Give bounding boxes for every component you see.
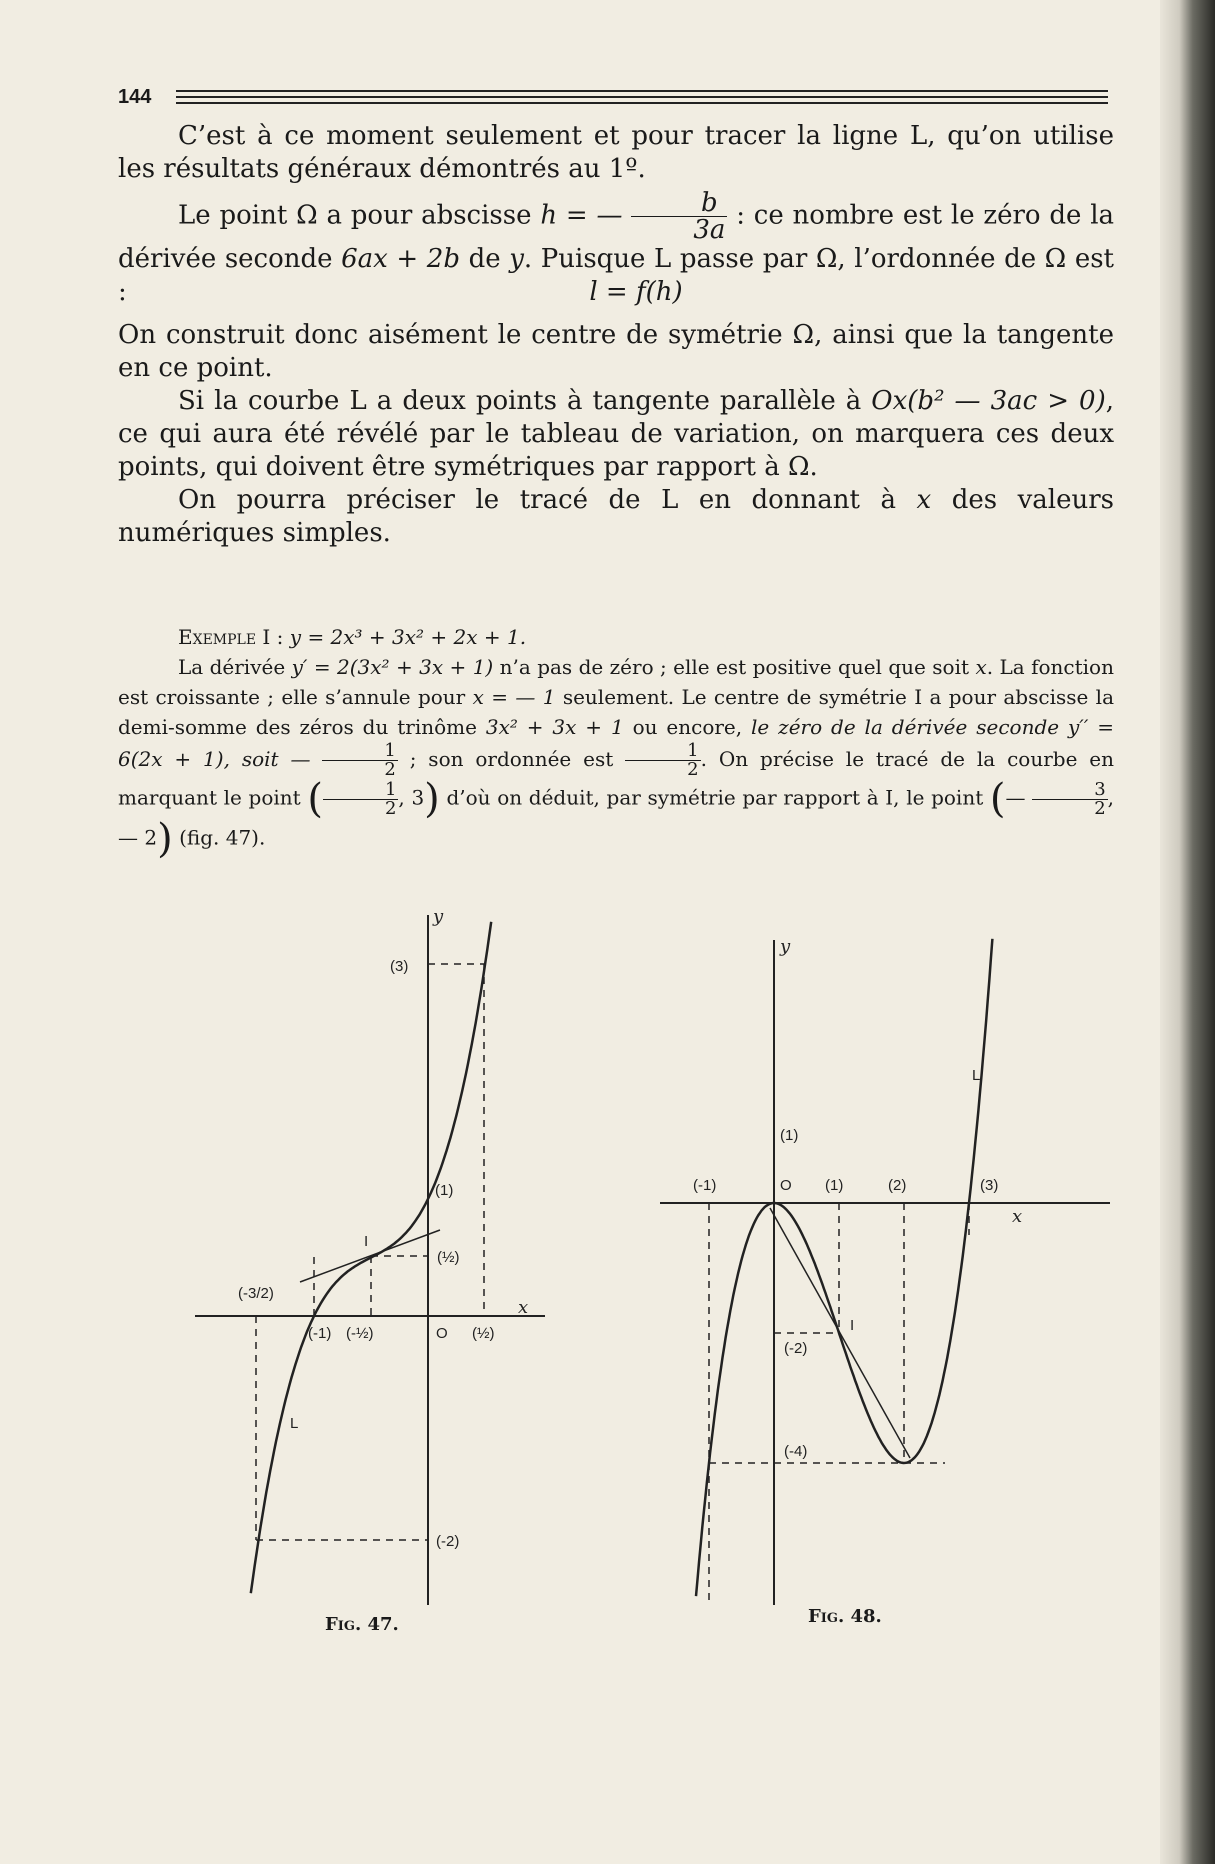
fig48-x-label: x <box>1012 1206 1023 1227</box>
fig47-label-1: (1) <box>435 1182 454 1199</box>
fig47-label-half: (½) <box>437 1249 460 1266</box>
three-halves-fraction: $\frac{3}{2}$ <box>1032 781 1107 818</box>
paragraph-4: Si la courbe L a deux points à tangente parallèle à Ox(b² — 3ac > 0), ce qui aura été révélé par le tableau de variation, on marquera ces deux points, qui doivent être symétriques par rapport à Ω. <box>118 386 1114 482</box>
fig47-label-3: (3) <box>390 958 409 975</box>
fig48-label-3: (3) <box>980 1177 999 1194</box>
p2-text: Le point Ω a pour abscisse <box>178 200 532 231</box>
fig48-label-minus-4: (-4) <box>784 1443 808 1460</box>
fig48-caption: Fig. 48. <box>808 1606 882 1627</box>
p2-h: h = — <box>540 200 623 231</box>
example-text: La dérivée y′ = 2(3x² + 3x + 1) n’a pas de zéro ; elle est positive quel que soit x. La fonction est croissante ; elle s’annule pour x = — 1 seulement. Le centre de symétrie I a pour abscisse la demi-somme des zéros du trinôme 3x² + 3x + 1 ou encore, le zéro de la dérivée seconde y′′ = 6(2x + 1), soit — $\frac{1}{2}$ ; son ordonnée est $\frac{1}{2}$ . On précise le tracé de la courbe en marquant le point ( $\frac{1}{2}$ , 3) d’où on déduit, par symétrie par rapport à I, le point (— $\frac{3}{2}$ , — 2) (fig. 47). <box>118 655 1115 862</box>
fig48-label-2: (2) <box>888 1177 907 1194</box>
p2-text: : ce nombre est le zéro de la dérivée seconde <box>118 200 1115 274</box>
one-half-fraction: $\frac{1}{2}$ <box>323 781 398 818</box>
fig48-label-origin: O <box>780 1177 792 1194</box>
b-over-3a: $\frac{b}{3a}$ <box>631 190 727 243</box>
fig47-y-label: y <box>433 906 444 927</box>
p2-math: y <box>509 244 524 274</box>
paragraph-5: On pourra préciser le tracé de L en donnant à x des valeurs numériques simples. <box>118 485 1115 548</box>
fig47-label-origin: O <box>436 1325 448 1342</box>
fig48-y-label: y <box>780 936 791 957</box>
example-heading: Exemple I : y = 2x³ + 3x² + 2x + 1. <box>178 625 527 649</box>
formula-l-equals-f-h: l = f(h) <box>589 277 683 307</box>
figure-47 <box>195 915 545 1605</box>
one-half-fraction: $\frac{1}{2}$ <box>322 742 397 779</box>
fig47-label-minus-three-halves: (-3/2) <box>238 1285 274 1302</box>
paragraph-3: On construit donc aisément le centre de symétrie Ω, ainsi que la tangente en ce point. <box>118 320 1114 383</box>
fig47-label-I: I <box>364 1233 369 1250</box>
paragraph-1: C’est à ce moment seulement et pour tracer la ligne L, qu’on utilise les résultats généraux démontrés au 1º. <box>118 121 1114 184</box>
figure-48 <box>660 939 1110 1605</box>
fig47-label-minus-half: (-½) <box>346 1325 374 1342</box>
fig47-label-minus-1: (-1) <box>308 1325 332 1342</box>
p4-math: Ox(b² — 3ac > 0) <box>871 386 1106 416</box>
fig48-curve-L <box>696 939 992 1596</box>
figure-48-labels <box>693 936 1022 1460</box>
one-half-fraction: $\frac{1}{2}$ <box>625 742 700 779</box>
fig47-label-L: L <box>290 1415 299 1432</box>
p2-math: 6ax + 2b <box>341 244 460 274</box>
fig47-label-x-half: (½) <box>472 1325 495 1342</box>
fig47-x-label: x <box>518 1297 529 1318</box>
fig48-label-minus-2: (-2) <box>784 1340 808 1357</box>
fig48-label-y1: (1) <box>780 1127 799 1144</box>
fig48-label-1: (1) <box>825 1177 844 1194</box>
fig48-label-minus-1: (-1) <box>693 1177 717 1194</box>
fig47-caption: Fig. 47. <box>325 1614 399 1635</box>
fig47-label-minus-2: (-2) <box>436 1533 460 1550</box>
fig48-label-L: L <box>972 1067 981 1084</box>
fig48-label-I: I <box>850 1317 855 1334</box>
p2-text: . Puisque L passe par Ω, l’ordonnée de Ω est : <box>118 244 1115 307</box>
fig47-tangent <box>300 1230 440 1282</box>
p2-text: de <box>468 244 501 274</box>
page-number: 144 <box>118 86 152 108</box>
